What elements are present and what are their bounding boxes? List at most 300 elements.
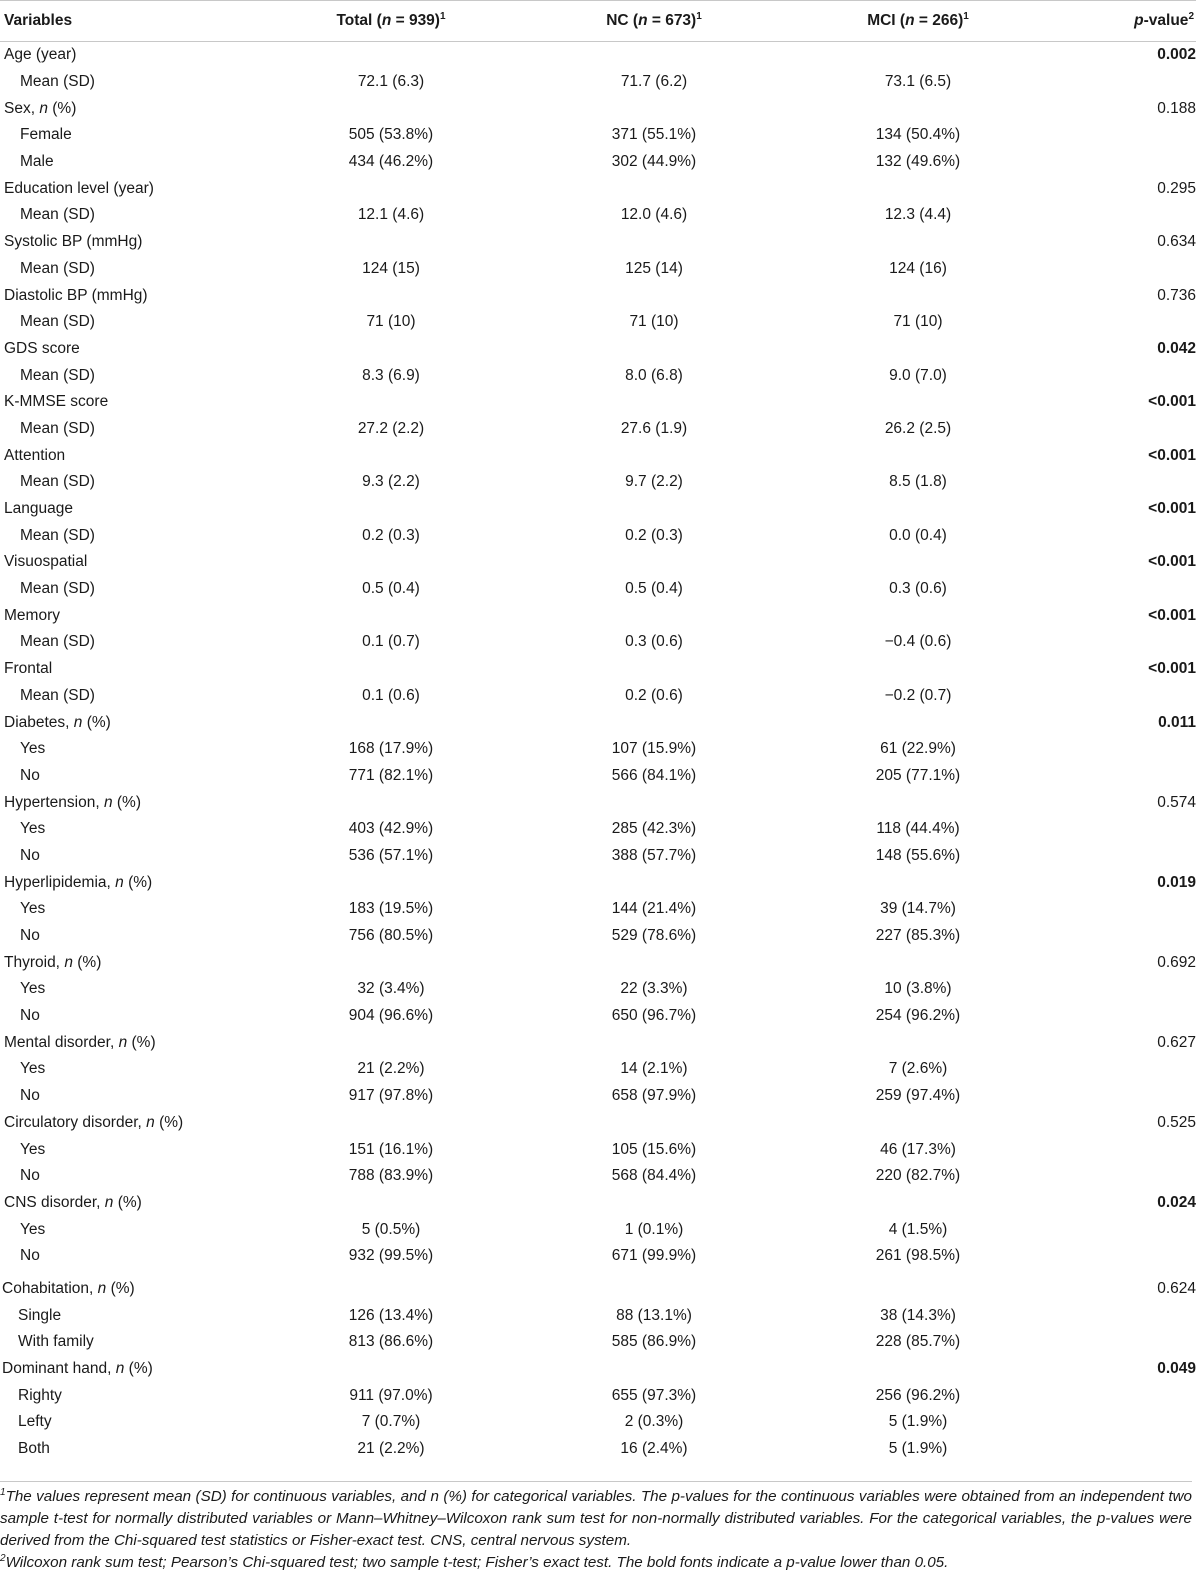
cell-nc: 14 (2.1%)	[620, 1060, 688, 1078]
cell-nc: 71 (10)	[629, 313, 679, 331]
cell-nc: 1 (0.1%)	[624, 1220, 684, 1238]
row-label: Mean (SD)	[20, 686, 95, 704]
footnote-1: $^1$The values represent mean (SD) for continuous variables, and n (%) for categorical variables. The p-values for the continuous variables were obtained from an independent two sample t-test for normally distributed variables or Mann–Whitney–Wilcoxon rank sum test for non-normally distributed variables. For the categorical variables, the p-values were derived from the Chi-squared test statistics or Fisher-exact test. CNS, central nervous system.	[0, 1486, 1192, 1549]
cell-p-value	[1050, 843, 1196, 870]
table-section-row	[0, 1356, 1196, 1383]
cell-nc	[522, 1276, 786, 1303]
cell-nc: 22 (3.3%)	[620, 980, 688, 998]
row-label: Memory	[4, 606, 60, 624]
row-label: Male	[20, 153, 54, 171]
cell-total: 505 (53.8%)	[348, 126, 434, 144]
cell-total: 124 (15)	[362, 259, 420, 277]
row-label: Mean (SD)	[20, 313, 95, 331]
row-label: Righty	[18, 1386, 62, 1404]
cell-nc	[522, 496, 786, 523]
row-label: Cohabitation, n (%)	[2, 1279, 135, 1297]
cell-p-value	[1050, 1136, 1196, 1163]
cell-p-value	[1050, 69, 1196, 96]
cell-nc: 568 (84.4%)	[611, 1167, 697, 1185]
table-row	[0, 122, 1196, 149]
cell-mci	[786, 1029, 1050, 1056]
table-section-row	[0, 869, 1196, 896]
cell-total: 0.5 (0.4)	[362, 580, 420, 598]
cell-mci: 8.5 (1.8)	[889, 473, 947, 491]
cell-total: 183 (19.5%)	[348, 900, 434, 918]
row-label: No	[20, 1087, 40, 1105]
cell-total: 8.3 (6.9)	[362, 366, 420, 384]
row-label: GDS score	[4, 339, 80, 357]
table-row	[0, 683, 1196, 710]
cell-mci: 4 (1.5%)	[888, 1220, 948, 1238]
cell-mci: 256 (96.2%)	[875, 1386, 961, 1404]
cell-mci	[786, 602, 1050, 629]
cell-nc: 655 (97.3%)	[611, 1386, 697, 1404]
cell-nc	[522, 949, 786, 976]
cell-p-value: <0.001	[1148, 393, 1196, 411]
cell-p-value: 0.019	[1157, 873, 1196, 891]
cell-nc	[522, 282, 786, 309]
cell-mci: 0.0 (0.4)	[889, 526, 947, 544]
row-label: Mean (SD)	[20, 473, 95, 491]
cell-nc: 0.5 (0.4)	[625, 580, 683, 598]
cell-nc	[522, 869, 786, 896]
table-row	[0, 362, 1196, 389]
cell-total	[260, 949, 522, 976]
cell-mci	[786, 389, 1050, 416]
cell-mci	[786, 42, 1050, 69]
cell-nc: 285 (42.3%)	[611, 820, 697, 838]
cell-mci: −0.4 (0.6)	[884, 633, 952, 651]
cell-nc: 88 (13.1%)	[616, 1306, 692, 1324]
cell-total: 771 (82.1%)	[348, 766, 434, 784]
cell-nc: 671 (99.9%)	[611, 1247, 697, 1265]
cell-total: 904 (96.6%)	[348, 1007, 434, 1025]
cell-mci	[786, 656, 1050, 683]
cell-p-value	[1050, 522, 1196, 549]
cell-nc: 388 (57.7%)	[611, 846, 697, 864]
cell-nc	[522, 42, 786, 69]
row-label: Mean (SD)	[20, 526, 95, 544]
row-label: No	[20, 1007, 40, 1025]
cell-mci	[786, 949, 1050, 976]
cell-mci: 38 (14.3%)	[880, 1306, 956, 1324]
cell-p-value: 0.574	[1157, 793, 1196, 811]
cell-p-value: <0.001	[1148, 660, 1196, 678]
cell-mci: 134 (50.4%)	[875, 126, 961, 144]
cell-p-value	[1050, 1329, 1196, 1356]
cell-total	[260, 1190, 522, 1217]
row-label: Yes	[20, 1060, 46, 1078]
row-label: Mean (SD)	[20, 580, 95, 598]
cell-mci	[786, 496, 1050, 523]
table-row	[0, 1243, 1196, 1270]
row-label: Visuospatial	[4, 553, 88, 571]
cell-mci	[786, 336, 1050, 363]
row-label: Both	[18, 1440, 50, 1458]
cell-p-value: 0.736	[1157, 286, 1196, 304]
cell-total	[260, 709, 522, 736]
cell-total: 756 (80.5%)	[348, 927, 434, 945]
cell-mci: 26.2 (2.5)	[884, 419, 952, 437]
table-row	[0, 149, 1196, 176]
cell-mci	[786, 442, 1050, 469]
cell-nc	[522, 229, 786, 256]
cell-total	[260, 389, 522, 416]
cell-p-value	[1050, 309, 1196, 336]
table-body	[0, 42, 1196, 1463]
cell-total: 168 (17.9%)	[348, 740, 434, 758]
cell-nc: 566 (84.1%)	[611, 766, 697, 784]
cell-total	[260, 602, 522, 629]
cell-nc	[522, 389, 786, 416]
cell-nc	[522, 656, 786, 683]
cell-p-value: 0.002	[1157, 46, 1196, 64]
cell-mci: 228 (85.7%)	[875, 1333, 961, 1351]
cell-p-value: 0.624	[1157, 1279, 1196, 1297]
row-label: With family	[18, 1333, 94, 1351]
cell-mci: 124 (16)	[889, 259, 947, 277]
table-row	[0, 256, 1196, 283]
cell-mci: 227 (85.3%)	[875, 927, 961, 945]
cell-p-value: 0.011	[1158, 713, 1196, 731]
footnote-2: $^2$Wilcoxon rank sum test; Pearson’s Chi-squared test; two sample t-test; Fisher’s exact test. The bold fonts indicate a p-value lower than 0.05.	[0, 1552, 949, 1571]
cell-p-value	[1050, 1243, 1196, 1270]
row-label: Yes	[20, 740, 46, 758]
row-label: Mean (SD)	[20, 73, 95, 91]
cell-mci	[786, 549, 1050, 576]
header-total: Total (n = 939)$^1$	[260, 1, 522, 42]
cell-p-value	[1050, 683, 1196, 710]
cell-total: 126 (13.4%)	[348, 1306, 434, 1324]
cell-nc: 0.2 (0.3)	[625, 526, 683, 544]
table-row	[0, 1056, 1196, 1083]
cell-total: 536 (57.1%)	[348, 846, 434, 864]
cell-nc: 658 (97.9%)	[611, 1087, 697, 1105]
cell-total	[260, 869, 522, 896]
cell-total: 21 (2.2%)	[357, 1060, 425, 1078]
cell-mci	[786, 1356, 1050, 1383]
row-label: Dominant hand, n (%)	[2, 1360, 153, 1378]
row-label: Mean (SD)	[20, 259, 95, 277]
cell-nc: 9.7 (2.2)	[625, 473, 683, 491]
cell-p-value	[1050, 149, 1196, 176]
cell-mci	[786, 789, 1050, 816]
cell-mci	[786, 1190, 1050, 1217]
table-row	[0, 1409, 1196, 1436]
cell-nc: 144 (21.4%)	[611, 900, 697, 918]
cell-p-value	[1050, 816, 1196, 843]
cell-nc: 0.3 (0.6)	[625, 633, 683, 651]
cell-total	[260, 42, 522, 69]
table-row	[0, 1302, 1196, 1329]
table-header-row	[0, 1, 1196, 42]
row-label: No	[20, 1247, 40, 1265]
cell-p-value	[1050, 976, 1196, 1003]
cell-p-value: 0.627	[1157, 1033, 1196, 1051]
row-label: Systolic BP (mmHg)	[4, 233, 143, 251]
cell-total	[260, 496, 522, 523]
cell-nc	[522, 789, 786, 816]
cell-nc: 0.2 (0.6)	[625, 686, 683, 704]
row-label: Yes	[20, 1140, 46, 1158]
row-label: Yes	[20, 980, 46, 998]
table-row	[0, 843, 1196, 870]
cell-nc	[522, 1029, 786, 1056]
cell-nc	[522, 442, 786, 469]
cell-mci	[786, 175, 1050, 202]
cell-p-value: 0.525	[1157, 1113, 1196, 1131]
row-label: Yes	[20, 1220, 46, 1238]
row-label: No	[20, 766, 40, 784]
cell-total: 32 (3.4%)	[357, 980, 425, 998]
cell-p-value	[1050, 122, 1196, 149]
cell-nc	[522, 709, 786, 736]
cell-total: 12.1 (4.6)	[357, 206, 425, 224]
table-section-row	[0, 1190, 1196, 1217]
table-row	[0, 976, 1196, 1003]
cell-p-value: 0.188	[1157, 99, 1196, 117]
row-label: Female	[20, 126, 72, 144]
cell-total: 151 (16.1%)	[348, 1140, 434, 1158]
table-row	[0, 416, 1196, 443]
table-row	[0, 469, 1196, 496]
table-row	[0, 1329, 1196, 1356]
cell-total	[260, 1110, 522, 1137]
cell-nc	[522, 602, 786, 629]
cell-p-value	[1050, 1302, 1196, 1329]
cell-p-value	[1050, 202, 1196, 229]
table-section-row	[0, 175, 1196, 202]
cell-p-value	[1050, 736, 1196, 763]
table-section-row	[0, 949, 1196, 976]
cell-mci	[786, 282, 1050, 309]
table-row	[0, 1436, 1196, 1463]
table-row	[0, 576, 1196, 603]
row-label: Diastolic BP (mmHg)	[4, 286, 148, 304]
cell-p-value	[1050, 923, 1196, 950]
cell-p-value	[1050, 1083, 1196, 1110]
row-label: Circulatory disorder, n (%)	[4, 1113, 184, 1131]
table-footnotes	[0, 1481, 1192, 1574]
cell-p-value	[1050, 629, 1196, 656]
row-label: Mean (SD)	[20, 419, 95, 437]
table-section-row	[0, 442, 1196, 469]
cell-total: 932 (99.5%)	[348, 1247, 434, 1265]
row-label: No	[20, 1167, 40, 1185]
cell-nc: 650 (96.7%)	[611, 1007, 697, 1025]
cell-total: 0.1 (0.7)	[362, 633, 420, 651]
table-section-row	[0, 389, 1196, 416]
cell-nc	[522, 1110, 786, 1137]
cell-total	[260, 229, 522, 256]
cell-nc: 125 (14)	[625, 259, 683, 277]
cell-mci: −0.2 (0.7)	[884, 686, 952, 704]
cell-p-value: <0.001	[1148, 500, 1196, 518]
cell-p-value	[1050, 576, 1196, 603]
cell-mci: 12.3 (4.4)	[884, 206, 952, 224]
table-section-row	[0, 282, 1196, 309]
cell-p-value	[1050, 1409, 1196, 1436]
cell-total: 5 (0.5%)	[361, 1220, 421, 1238]
table-section-row	[0, 42, 1196, 69]
cell-total: 9.3 (2.2)	[362, 473, 420, 491]
cell-p-value: 0.049	[1157, 1360, 1196, 1378]
cell-nc: 529 (78.6%)	[611, 927, 697, 945]
table-section-row	[0, 549, 1196, 576]
row-label: Attention	[4, 446, 66, 464]
cell-total	[260, 656, 522, 683]
table-row	[0, 522, 1196, 549]
cell-p-value	[1050, 1216, 1196, 1243]
cell-mci: 39 (14.7%)	[880, 900, 956, 918]
cell-mci	[786, 709, 1050, 736]
row-label: CNS disorder, n (%)	[4, 1193, 142, 1211]
table-section-row	[0, 789, 1196, 816]
table-row	[0, 202, 1196, 229]
cell-nc	[522, 1356, 786, 1383]
table-section-row	[0, 95, 1196, 122]
cell-total: 911 (97.0%)	[349, 1386, 433, 1404]
cell-total: 788 (83.9%)	[348, 1167, 434, 1185]
header-p-value: p-value$^2$	[1050, 1, 1196, 42]
cell-mci: 0.3 (0.6)	[889, 580, 947, 598]
cell-mci: 220 (82.7%)	[875, 1167, 961, 1185]
row-label: Mental disorder, n (%)	[4, 1033, 156, 1051]
cell-total: 72.1 (6.3)	[357, 73, 425, 91]
cell-total	[260, 1276, 522, 1303]
cell-p-value: <0.001	[1148, 553, 1196, 571]
row-label: Frontal	[4, 660, 53, 678]
cell-nc: 71.7 (6.2)	[620, 73, 688, 91]
cell-p-value: <0.001	[1148, 446, 1196, 464]
table-section-row	[0, 656, 1196, 683]
table-row	[0, 896, 1196, 923]
cell-total: 0.2 (0.3)	[362, 526, 420, 544]
cell-nc: 16 (2.4%)	[620, 1440, 688, 1458]
table-section-row	[0, 229, 1196, 256]
cell-mci: 71 (10)	[893, 313, 943, 331]
cell-nc: 371 (55.1%)	[611, 126, 697, 144]
row-label: Hypertension, n (%)	[4, 793, 141, 811]
cell-total: 71 (10)	[366, 313, 416, 331]
cell-total: 813 (86.6%)	[348, 1333, 434, 1351]
table-row	[0, 1083, 1196, 1110]
cell-nc	[522, 336, 786, 363]
cell-p-value	[1050, 1163, 1196, 1190]
row-label: Thyroid, n (%)	[4, 953, 102, 971]
row-label: Mean (SD)	[20, 366, 95, 384]
table-row	[0, 923, 1196, 950]
cell-mci	[786, 95, 1050, 122]
cell-mci: 5 (1.9%)	[888, 1440, 948, 1458]
cell-p-value	[1050, 256, 1196, 283]
cell-mci: 148 (55.6%)	[875, 846, 961, 864]
cell-p-value: 0.042	[1157, 339, 1196, 357]
row-label: No	[20, 846, 40, 864]
cell-nc: 8.0 (6.8)	[625, 366, 683, 384]
cell-nc: 105 (15.6%)	[611, 1140, 697, 1158]
cell-mci: 118 (44.4%)	[876, 820, 960, 838]
cell-p-value: 0.634	[1157, 233, 1196, 251]
cell-total	[260, 789, 522, 816]
row-label: Single	[18, 1306, 62, 1324]
cell-mci: 7 (2.6%)	[888, 1060, 948, 1078]
cell-mci: 61 (22.9%)	[880, 740, 956, 758]
table-row	[0, 1136, 1196, 1163]
cell-p-value: <0.001	[1148, 606, 1196, 624]
cell-total: 917 (97.8%)	[348, 1087, 434, 1105]
table-row	[0, 763, 1196, 790]
cell-nc	[522, 1190, 786, 1217]
row-label: Lefty	[18, 1413, 52, 1431]
cell-mci	[786, 229, 1050, 256]
table-row	[0, 1216, 1196, 1243]
cell-p-value: 0.692	[1157, 953, 1196, 971]
row-label: Sex, n (%)	[4, 99, 77, 117]
cell-mci: 205 (77.1%)	[875, 766, 961, 784]
cell-p-value	[1050, 1056, 1196, 1083]
cell-nc	[522, 175, 786, 202]
cell-nc: 27.6 (1.9)	[620, 419, 688, 437]
cell-mci: 254 (96.2%)	[875, 1007, 961, 1025]
table-row	[0, 1382, 1196, 1409]
row-label: Hyperlipidemia, n (%)	[4, 873, 153, 891]
cell-total	[260, 282, 522, 309]
cell-nc: 107 (15.9%)	[611, 740, 697, 758]
cell-total: 27.2 (2.2)	[357, 419, 425, 437]
cell-p-value	[1050, 416, 1196, 443]
table-section-row	[0, 1276, 1196, 1303]
cell-p-value	[1050, 763, 1196, 790]
table-section-row	[0, 1029, 1196, 1056]
row-label: No	[20, 927, 40, 945]
cell-total	[260, 549, 522, 576]
table-section-row	[0, 602, 1196, 629]
cell-mci: 10 (3.8%)	[884, 980, 952, 998]
cell-total: 7 (0.7%)	[361, 1413, 421, 1431]
table-row	[0, 69, 1196, 96]
table-section-row	[0, 496, 1196, 523]
cell-p-value: 0.295	[1157, 179, 1196, 197]
cell-mci: 73.1 (6.5)	[884, 73, 952, 91]
cell-mci: 259 (97.4%)	[875, 1087, 961, 1105]
header-nc: NC (n = 673)$^1$	[522, 1, 786, 42]
cell-mci: 261 (98.5%)	[875, 1247, 961, 1265]
row-label: Mean (SD)	[20, 206, 95, 224]
cell-p-value	[1050, 469, 1196, 496]
cell-total: 0.1 (0.6)	[362, 686, 420, 704]
table-row	[0, 309, 1196, 336]
row-label: Education level (year)	[4, 179, 154, 197]
cell-total	[260, 1029, 522, 1056]
cell-total	[260, 1356, 522, 1383]
cell-total: 434 (46.2%)	[348, 153, 434, 171]
cell-mci	[786, 1276, 1050, 1303]
cell-nc	[522, 95, 786, 122]
cell-total: 21 (2.2%)	[357, 1440, 425, 1458]
cell-mci	[786, 1110, 1050, 1137]
cell-mci: 5 (1.9%)	[888, 1413, 948, 1431]
cell-p-value	[1050, 1436, 1196, 1463]
row-label: K-MMSE score	[4, 393, 109, 411]
row-label: Mean (SD)	[20, 633, 95, 651]
cell-mci: 132 (49.6%)	[875, 153, 961, 171]
cell-nc: 585 (86.9%)	[611, 1333, 697, 1351]
table-section-row	[0, 1110, 1196, 1137]
table-row	[0, 1163, 1196, 1190]
row-label: Yes	[20, 900, 46, 918]
table-section-row	[0, 709, 1196, 736]
